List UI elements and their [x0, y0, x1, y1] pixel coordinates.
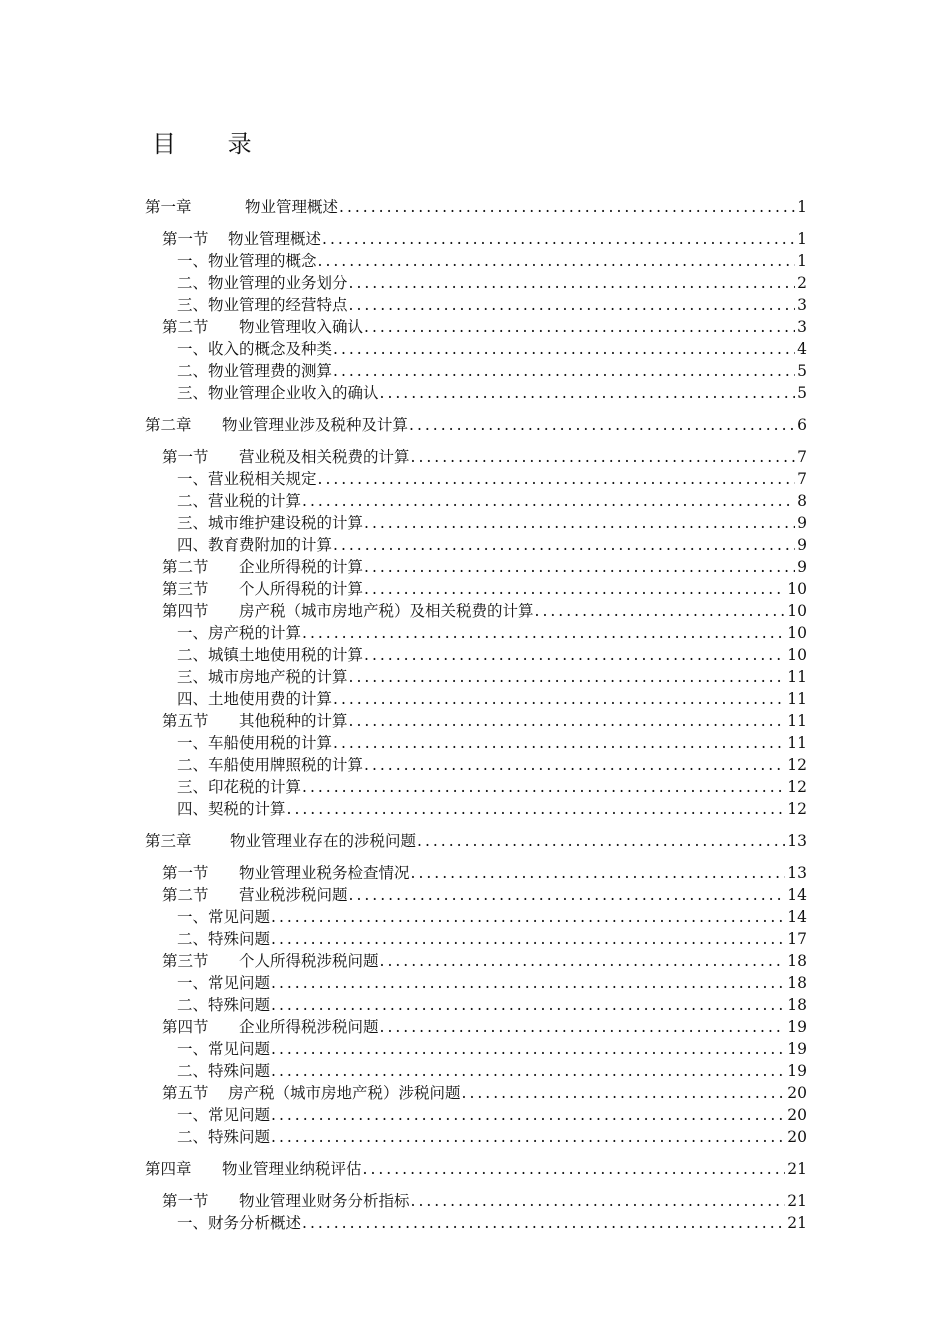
- toc-entry-title: 物业管理的业务划分: [208, 274, 348, 292]
- toc-dot-leader: [322, 228, 795, 250]
- toc-entry-chapter[interactable]: [145, 1158, 807, 1180]
- toc-entry-number: 一、: [177, 340, 209, 358]
- toc-entry-subsection[interactable]: [145, 360, 807, 382]
- toc-entry-subsection[interactable]: [145, 994, 807, 1016]
- toc-entry-title: 车船使用税的计算: [208, 734, 333, 752]
- toc-dot-leader: [364, 512, 795, 534]
- toc-page-number: 12: [787, 756, 807, 774]
- toc-page-number: 7: [797, 448, 807, 466]
- toc-entry-number: 第二章: [145, 416, 192, 434]
- toc-entry-number: 三、: [177, 778, 209, 796]
- toc-entry-title: 特殊问题: [208, 930, 271, 948]
- toc-entry-title: 常见问题: [208, 1040, 271, 1058]
- toc-entry-number: 二、: [177, 996, 209, 1014]
- toc-dot-leader: [409, 414, 795, 436]
- toc-dot-leader: [380, 1016, 786, 1038]
- toc-page-number: 10: [787, 602, 807, 620]
- toc-dot-leader: [271, 1126, 785, 1148]
- toc-entry-title: 物业管理业涉及税种及计算: [222, 416, 409, 434]
- toc-entry-number: 二、: [177, 1128, 209, 1146]
- toc-entry-title: 营业税相关规定: [208, 470, 317, 488]
- toc-entry-subsection[interactable]: [145, 776, 807, 798]
- toc-dot-leader: [302, 776, 785, 798]
- toc-dot-leader: [271, 906, 785, 928]
- toc-entry-section[interactable]: [145, 862, 807, 884]
- toc-entry-title: 个人所得税涉税问题: [239, 952, 379, 970]
- toc-entry-number: 第四节: [162, 602, 209, 620]
- toc-dot-leader: [271, 1060, 785, 1082]
- toc-entry-title: 物业管理业财务分析指标: [239, 1192, 410, 1210]
- toc-dot-leader: [349, 294, 796, 316]
- toc-entry-number: 第五节: [162, 712, 209, 730]
- toc-page-number: 4: [797, 340, 807, 358]
- toc-spacer: [145, 820, 807, 830]
- toc-dot-leader: [462, 1082, 786, 1104]
- toc-dot-leader: [271, 972, 785, 994]
- toc-entry-number: 三、: [177, 384, 209, 402]
- toc-entry-section[interactable]: [145, 316, 807, 338]
- toc-entry-number: 三、: [177, 296, 209, 314]
- toc-page-number: 21: [787, 1192, 807, 1210]
- toc-entry-chapter[interactable]: [145, 414, 807, 436]
- toc-spacer: [145, 218, 807, 228]
- toc-entry-number: 第一节: [162, 448, 209, 466]
- toc-entry-number: 二、: [177, 274, 209, 292]
- toc-entry-title: 其他税种的计算: [239, 712, 348, 730]
- toc-entry-title: 营业税的计算: [208, 492, 302, 510]
- toc-dot-leader: [271, 994, 785, 1016]
- toc-entry-title: 教育费附加的计算: [208, 536, 333, 554]
- toc-entry-subsection[interactable]: [145, 1212, 807, 1234]
- toc-dot-leader: [411, 862, 786, 884]
- toc-entry-section[interactable]: [145, 600, 807, 622]
- toc-dot-leader: [535, 600, 786, 622]
- toc-entry-title: 契税的计算: [208, 800, 286, 818]
- toc-dot-leader: [411, 446, 796, 468]
- toc-dot-leader: [302, 622, 785, 644]
- toc-page-number: 11: [787, 734, 807, 752]
- toc-entry-subsection[interactable]: [145, 688, 807, 710]
- toc-spacer: [145, 436, 807, 446]
- toc-page-number: 17: [787, 930, 807, 948]
- toc-entry-title: 特殊问题: [208, 1128, 271, 1146]
- toc-page-number: 8: [797, 492, 807, 510]
- toc-entry-number: 一、: [177, 1106, 209, 1124]
- toc-page-number: 11: [787, 712, 807, 730]
- toc-entry-number: 第二节: [162, 318, 209, 336]
- toc-spacer: [145, 1180, 807, 1190]
- toc-entry-number: 第二节: [162, 558, 209, 576]
- toc-entry-number: 一、: [177, 470, 209, 488]
- toc-dot-leader: [287, 798, 786, 820]
- toc-dot-leader: [333, 360, 795, 382]
- toc-dot-leader: [333, 732, 785, 754]
- toc-entry-number: 四、: [177, 800, 209, 818]
- toc-entry-number: 一、: [177, 1040, 209, 1058]
- toc-entry-title: 常见问题: [208, 908, 271, 926]
- toc-entry-subsection[interactable]: [145, 732, 807, 754]
- toc-dot-leader: [349, 666, 786, 688]
- toc-dot-leader: [333, 688, 785, 710]
- toc-entry-subsection[interactable]: [145, 512, 807, 534]
- toc-entry-section[interactable]: [145, 556, 807, 578]
- toc-dot-leader: [302, 1212, 785, 1234]
- toc-page-number: 18: [787, 996, 807, 1014]
- toc-entry-subsection[interactable]: [145, 294, 807, 316]
- toc-entry-subsection[interactable]: [145, 928, 807, 950]
- toc-dot-leader: [364, 754, 785, 776]
- toc-page-number: 11: [787, 668, 807, 686]
- toc-entry-title: 企业所得税的计算: [239, 558, 364, 576]
- toc-entry-number: 一、: [177, 624, 209, 642]
- toc-entry-section[interactable]: [145, 884, 807, 906]
- toc-entry-number: 第一章: [145, 198, 192, 216]
- toc-entry-number: 第三节: [162, 952, 209, 970]
- toc-page-number: 20: [787, 1128, 807, 1146]
- toc-entry-title: 物业管理企业收入的确认: [208, 384, 379, 402]
- toc-dot-leader: [349, 272, 796, 294]
- toc-entry-number: 二、: [177, 492, 209, 510]
- toc-entry-number: 第一节: [162, 230, 209, 248]
- toc-entry-subsection[interactable]: [145, 468, 807, 490]
- toc-entry-title: 特殊问题: [208, 1062, 271, 1080]
- toc-entry-title: 车船使用牌照税的计算: [208, 756, 364, 774]
- toc-dot-leader: [364, 316, 795, 338]
- toc-page-number: 20: [787, 1106, 807, 1124]
- toc-page-number: 6: [797, 416, 807, 434]
- toc-dot-leader: [349, 710, 786, 732]
- toc-entry-number: 第四节: [162, 1018, 209, 1036]
- toc-entry-chapter[interactable]: [145, 830, 807, 852]
- toc-dot-leader: [364, 578, 785, 600]
- toc-entry-title: 房产税（城市房地产税）及相关税费的计算: [239, 602, 534, 620]
- toc-page-number: 20: [787, 1084, 807, 1102]
- toc-entry-subsection[interactable]: [145, 490, 807, 512]
- toc-page-number: 5: [797, 384, 807, 402]
- toc-entry-subsection[interactable]: [145, 1038, 807, 1060]
- toc-entry-subsection[interactable]: [145, 338, 807, 360]
- toc-page-number: 9: [797, 536, 807, 554]
- toc-entry-title: 城镇土地使用税的计算: [208, 646, 364, 664]
- toc-dot-leader: [271, 1104, 785, 1126]
- toc-entry-title: 物业管理业纳税评估: [222, 1160, 362, 1178]
- toc-dot-leader: [339, 196, 795, 218]
- toc-entry-number: 四、: [177, 690, 209, 708]
- toc-entry-number: 第五节: [162, 1084, 209, 1102]
- toc-page-number: 1: [797, 252, 807, 270]
- toc-dot-leader: [380, 950, 786, 972]
- toc-page-number: 1: [797, 230, 807, 248]
- toc-dot-leader: [318, 468, 796, 490]
- toc-entry-subsection[interactable]: [145, 622, 807, 644]
- toc-entry-subsection[interactable]: [145, 906, 807, 928]
- toc-page-number: 10: [787, 580, 807, 598]
- toc-page-number: 19: [787, 1040, 807, 1058]
- toc-page-number: 13: [787, 832, 807, 850]
- toc-spacer: [145, 852, 807, 862]
- toc-entry-title: 物业管理收入确认: [239, 318, 364, 336]
- toc-entry-title: 物业管理的经营特点: [208, 296, 348, 314]
- toc-entry-title: 物业管理概述: [228, 230, 322, 248]
- toc-entry-title: 土地使用费的计算: [208, 690, 333, 708]
- toc-entry-number: 二、: [177, 362, 209, 380]
- toc-entry-title: 物业管理概述: [245, 198, 339, 216]
- toc-entry-number: 三、: [177, 668, 209, 686]
- toc-entry-number: 第三节: [162, 580, 209, 598]
- toc-entry-number: 第三章: [145, 832, 192, 850]
- toc-entry-section[interactable]: [145, 1082, 807, 1104]
- toc-entry-title: 营业税涉税问题: [239, 886, 348, 904]
- toc-entry-number: 二、: [177, 930, 209, 948]
- toc-entry-subsection[interactable]: [145, 1104, 807, 1126]
- toc-entry-subsection[interactable]: [145, 382, 807, 404]
- toc-entry-title: 财务分析概述: [208, 1214, 302, 1232]
- toc-dot-leader: [380, 382, 796, 404]
- toc-entry-number: 三、: [177, 514, 209, 532]
- toc-entry-title: 城市房地产税的计算: [208, 668, 348, 686]
- toc-page-number: 9: [797, 558, 807, 576]
- toc-title: 目 录: [152, 130, 274, 158]
- toc-entry-title: 营业税及相关税费的计算: [239, 448, 410, 466]
- toc-dot-leader: [302, 490, 795, 512]
- toc-entry-subsection[interactable]: [145, 272, 807, 294]
- toc-entry-subsection[interactable]: [145, 666, 807, 688]
- toc-entry-title: 物业管理费的测算: [208, 362, 333, 380]
- toc-dot-leader: [318, 250, 796, 272]
- toc-page-number: 18: [787, 974, 807, 992]
- toc-entry-number: 第四章: [145, 1160, 192, 1178]
- toc-dot-leader: [411, 1190, 786, 1212]
- toc-dot-leader: [333, 534, 795, 556]
- toc-entry-subsection[interactable]: [145, 798, 807, 820]
- toc-page-number: 12: [787, 778, 807, 796]
- toc-page-number: 19: [787, 1018, 807, 1036]
- toc-entry-title: 收入的概念及种类: [208, 340, 333, 358]
- toc-page-number: 14: [787, 886, 807, 904]
- toc-entry-subsection[interactable]: [145, 1126, 807, 1148]
- toc-dot-leader: [363, 1158, 786, 1180]
- toc-entry-number: 二、: [177, 1062, 209, 1080]
- toc-page-number: 2: [797, 274, 807, 292]
- toc-page-number: 9: [797, 514, 807, 532]
- toc-entry-number: 第一节: [162, 1192, 209, 1210]
- toc-entry-number: 二、: [177, 646, 209, 664]
- toc-entry-number: 二、: [177, 756, 209, 774]
- toc-entry-subsection[interactable]: [145, 754, 807, 776]
- toc-entry-title: 印花税的计算: [208, 778, 302, 796]
- toc-entry-subsection[interactable]: [145, 250, 807, 272]
- toc-spacer: [145, 1148, 807, 1158]
- toc-entry-title: 房产税的计算: [208, 624, 302, 642]
- toc-dot-leader: [364, 644, 785, 666]
- toc-entry-number: 一、: [177, 734, 209, 752]
- toc-entry-section[interactable]: [145, 1190, 807, 1212]
- toc-entry-section[interactable]: [145, 228, 807, 250]
- toc-entry-section[interactable]: [145, 1016, 807, 1038]
- toc-page-number: 12: [787, 800, 807, 818]
- toc-entry-section[interactable]: [145, 578, 807, 600]
- toc-spacer: [145, 404, 807, 414]
- toc-page-number: 14: [787, 908, 807, 926]
- toc-page-number: 10: [787, 624, 807, 642]
- toc-page-number: 7: [797, 470, 807, 488]
- toc-page-number: 21: [787, 1214, 807, 1232]
- toc-page-number: 13: [787, 864, 807, 882]
- toc-entry-section[interactable]: [145, 446, 807, 468]
- toc-entry-title: 常见问题: [208, 1106, 271, 1124]
- toc-page-number: 3: [797, 296, 807, 314]
- toc-entry-subsection[interactable]: [145, 534, 807, 556]
- toc-entry-title: 房产税（城市房地产税）涉税问题: [228, 1084, 461, 1102]
- toc-dot-leader: [271, 928, 785, 950]
- toc-page-number: 21: [787, 1160, 807, 1178]
- toc-dot-leader: [364, 556, 795, 578]
- toc-page-number: 19: [787, 1062, 807, 1080]
- toc-entry-title: 物业管理业存在的涉税问题: [230, 832, 417, 850]
- toc-dot-leader: [333, 338, 795, 360]
- toc-page-number: 1: [797, 198, 807, 216]
- toc-entry-section[interactable]: [145, 710, 807, 732]
- toc-entry-title: 物业管理的概念: [208, 252, 317, 270]
- toc-entry-subsection[interactable]: [145, 972, 807, 994]
- toc-page-number: 10: [787, 646, 807, 664]
- toc-dot-leader: [417, 830, 785, 852]
- toc-entry-title: 常见问题: [208, 974, 271, 992]
- toc-page-number: 3: [797, 318, 807, 336]
- toc-dot-leader: [271, 1038, 785, 1060]
- table-of-contents: [145, 196, 807, 1234]
- toc-entry-chapter[interactable]: [145, 196, 807, 218]
- toc-entry-number: 一、: [177, 908, 209, 926]
- toc-entry-number: 第一节: [162, 864, 209, 882]
- toc-entry-title: 城市维护建设税的计算: [208, 514, 364, 532]
- toc-entry-title: 物业管理业税务检查情况: [239, 864, 410, 882]
- toc-entry-number: 一、: [177, 252, 209, 270]
- toc-page-number: 11: [787, 690, 807, 708]
- toc-entry-section[interactable]: [145, 950, 807, 972]
- toc-entry-subsection[interactable]: [145, 644, 807, 666]
- toc-entry-title: 特殊问题: [208, 996, 271, 1014]
- toc-entry-title: 个人所得税的计算: [239, 580, 364, 598]
- toc-entry-number: 一、: [177, 1214, 209, 1232]
- toc-entry-number: 第二节: [162, 886, 209, 904]
- toc-entry-number: 一、: [177, 974, 209, 992]
- toc-entry-title: 企业所得税涉税问题: [239, 1018, 379, 1036]
- toc-dot-leader: [349, 884, 786, 906]
- toc-page-number: 5: [797, 362, 807, 380]
- toc-page-number: 18: [787, 952, 807, 970]
- toc-entry-number: 四、: [177, 536, 209, 554]
- toc-entry-subsection[interactable]: [145, 1060, 807, 1082]
